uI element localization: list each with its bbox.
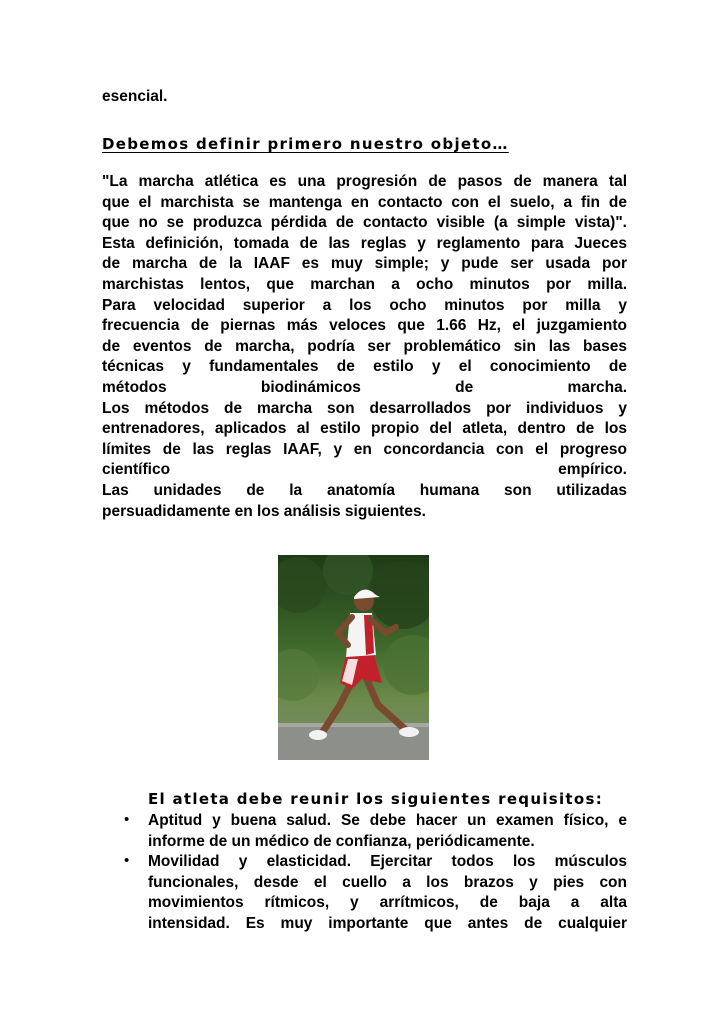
body-paragraph	[102, 172, 627, 522]
body-line: "La marcha atlética es una progresión de pasos de manera tal	[102, 173, 627, 190]
body-line: Esta definición, tomada de las reglas y reglamento para Jueces	[102, 234, 627, 252]
body-line: de eventos de marcha, podría ser problemático sin las bases	[102, 337, 627, 355]
body-line: marchistas lentos, que marchan a ocho minutos por milla.	[102, 275, 627, 293]
bullet-icon: •	[124, 811, 130, 828]
body-line: entrenadores, aplicados al estilo propio del atleta, dentro de los	[102, 420, 627, 438]
requirement-line: funcionales, desde el cuello a los brazos y pies con	[148, 873, 627, 891]
intro-tail: esencial.	[102, 88, 168, 105]
race-walker-illustration	[278, 555, 429, 760]
bullet-icon: •	[124, 852, 130, 870]
body-line: técnicas y fundamentales de estilo y el conocimiento de	[102, 358, 627, 376]
requirements-list	[102, 811, 627, 935]
body-line: que no se produzca pérdida de contacto visible (a simple vista)".	[102, 214, 627, 232]
body-line: Los métodos de marcha son desarrollados por individuos y	[102, 399, 627, 417]
body-line: científico empírico.	[102, 461, 627, 479]
body-line: métodos biodinámicos de marcha.	[102, 378, 627, 396]
list-item	[102, 811, 627, 852]
requirement-line: intensidad. Es muy importante que antes de cualquier	[148, 914, 627, 932]
body-line: límites de las reglas IAAF, y en concordancia con el progreso	[102, 440, 627, 458]
requirement-line: Movilidad y elasticidad. Ejercitar todos los músculos	[148, 853, 627, 871]
body-line: Para velocidad superior a los ocho minutos por milla y	[102, 296, 627, 314]
body-line: Las unidades de la anatomía humana son utilizadas	[102, 481, 627, 499]
section-title: Debemos definir primero nuestro objeto…	[102, 135, 509, 153]
body-line: frecuencia de piernas más veloces que 1.66 Hz, el juzgamiento	[102, 317, 627, 335]
body-line: de marcha de la IAAF es muy simple; y pude ser usada por	[102, 255, 627, 273]
requirements-title: El atleta debe reunir los siguientes requisitos:	[148, 790, 604, 808]
body-line: persuadidamente en los análisis siguientes.	[102, 502, 426, 520]
body-line: que el marchista se mantenga en contacto con el suelo, a fin de	[102, 193, 627, 211]
list-item	[102, 852, 627, 934]
race-walker-photo	[278, 555, 429, 760]
requirement-line: movimientos rítmicos, y arrítmicos, de baja a alta	[148, 894, 627, 912]
requirement-line: Aptitud y buena salud. Se debe hacer un examen físico, e	[148, 812, 627, 829]
requirement-line: informe de un médico de confianza, periódicamente.	[148, 832, 535, 850]
